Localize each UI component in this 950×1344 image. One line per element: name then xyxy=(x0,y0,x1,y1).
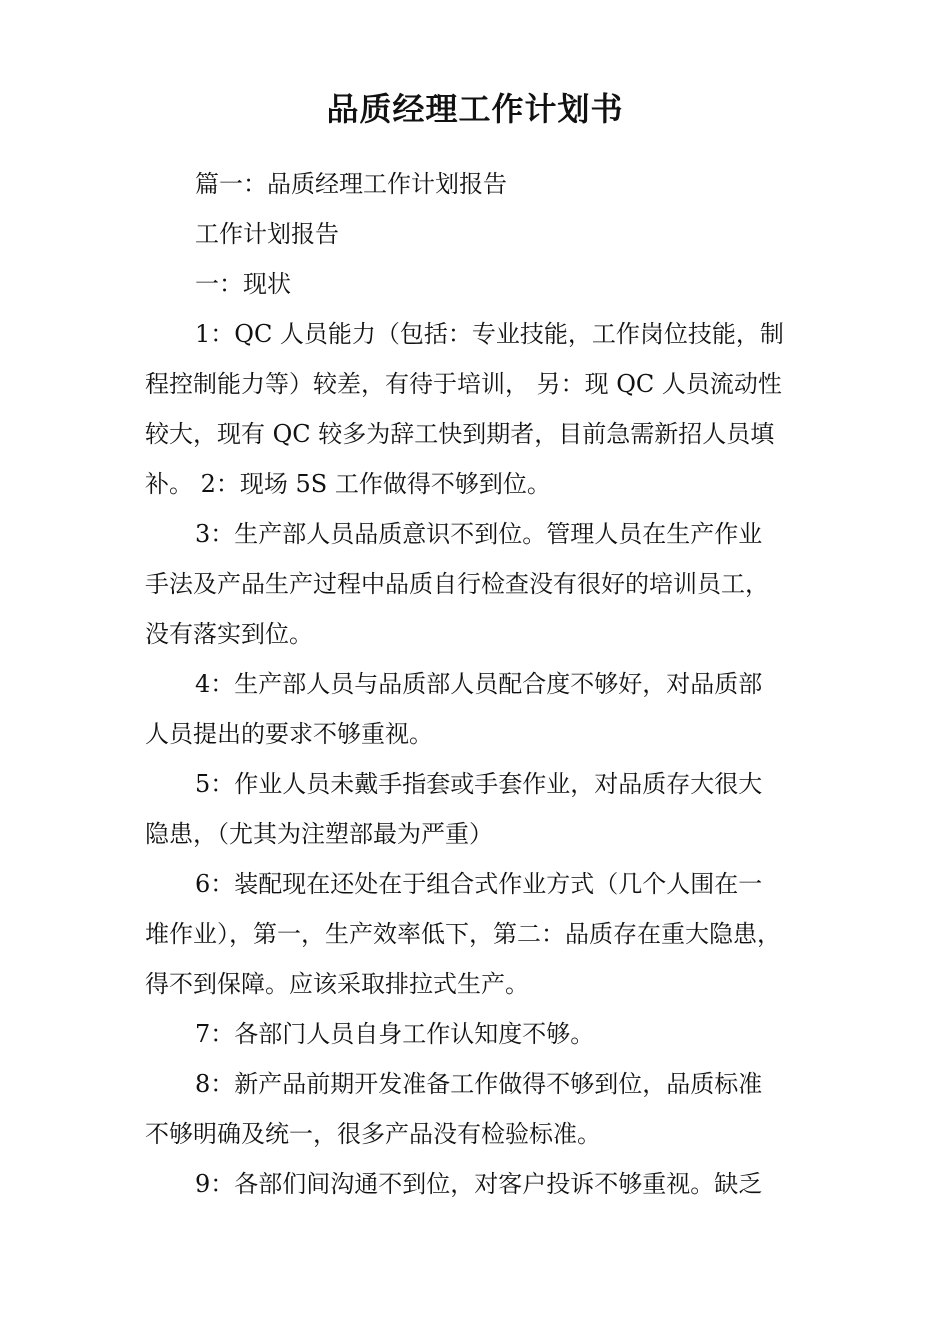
paragraph-line: 不够明确及统一，很多产品没有检验标准。 xyxy=(145,1120,601,1148)
paragraph-line: 8：新产品前期开发准备工作做得不够到位，品质标准 xyxy=(195,1070,763,1098)
paragraph-line: 3：生产部人员品质意识不到位。管理人员在生产作业 xyxy=(195,520,763,548)
paragraph-line: 较大，现有 QC 较多为辞工快到期者，目前急需新招人员填 xyxy=(145,420,775,448)
paragraph-line: 堆作业），第一，生产效率低下，第二：品质存在重大隐患， xyxy=(145,920,781,948)
paragraph-line: 5：作业人员未戴手指套或手套作业，对品质存大很大 xyxy=(195,770,763,798)
paragraph-line: 7：各部门人员自身工作认知度不够。 xyxy=(195,1020,595,1048)
paragraph-line: 得不到保障。应该采取排拉式生产。 xyxy=(145,970,529,998)
paragraph-line: 补。 2：现场 5S 工作做得不够到位。 xyxy=(145,470,551,498)
paragraph-line: 1：QC 人员能力（包括：专业技能，工作岗位技能，制 xyxy=(195,320,784,348)
paragraph-line: 没有落实到位。 xyxy=(145,620,313,648)
section-heading: 篇一：品质经理工作计划报告 xyxy=(195,170,507,198)
paragraph-line: 隐患，（尤其为注塑部最为严重） xyxy=(145,820,493,848)
paragraph-line: 4：生产部人员与品质部人员配合度不够好，对品质部 xyxy=(195,670,763,698)
subheading: 工作计划报告 xyxy=(195,220,339,248)
paragraph-line: 手法及产品生产过程中品质自行检查没有很好的培训员工， xyxy=(145,570,769,598)
paragraph-line: 6：装配现在还处在于组合式作业方式（几个人围在一 xyxy=(195,870,763,898)
paragraph-line: 9：各部们间沟通不到位，对客户投诉不够重视。缺乏 xyxy=(195,1170,763,1198)
paragraph-line: 程控制能力等）较差，有待于培训， 另：现 QC 人员流动性 xyxy=(145,370,782,398)
paragraph-line: 人员提出的要求不够重视。 xyxy=(145,720,433,748)
document-title: 品质经理工作计划书 xyxy=(326,90,624,128)
subheading: 一：现状 xyxy=(195,270,291,298)
